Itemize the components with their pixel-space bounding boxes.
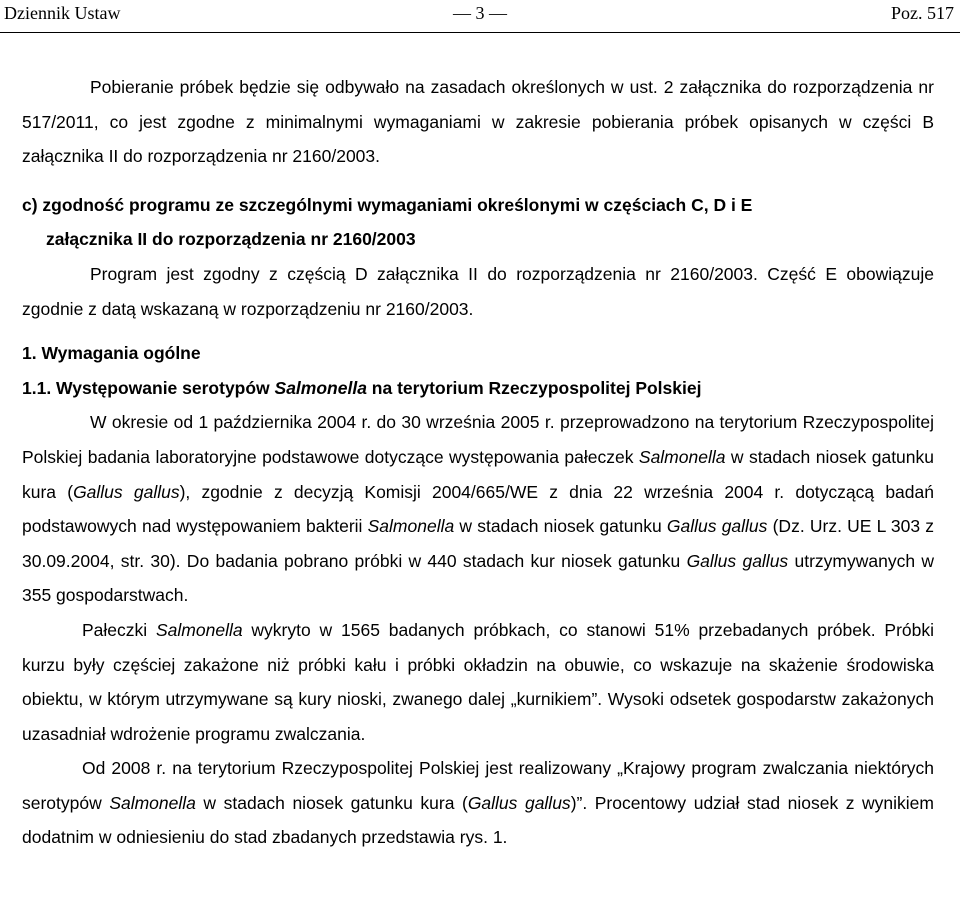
- text-run: (Dz. Urz. UE L 303 z 30.09.2004, str. 30). Do badania pobrano próbki w 440 stadach kur niosek gatunku: [22, 516, 935, 571]
- heading-serotypes-prefix: 1.1. Występowanie serotypów: [22, 377, 275, 398]
- position-number: Poz. 517: [891, 3, 954, 23]
- heading-serotypes-italic: Salmonella: [274, 377, 367, 398]
- text-run: W okresie od 1 października 2004 r. do 30 września 2005 r. przeprowadzono na terytorium Rzeczypospolitej Polskiej badania laboratoryjne podstawowe dotyczące występowania pałeczek: [22, 412, 934, 467]
- paragraph-sampling: Pobieranie próbek będzie się odbywało na zasadach określonych w ust. 2 załącznika do rozporządzenia nr 517/2011, co jest zgodne z minimalnymi wymaganiami w zakresie pobierania próbek opisanych w części B załącznika II do rozporządzenia nr 2160/2003.: [22, 77, 934, 167]
- italic-term: Salmonella: [109, 792, 196, 813]
- section-c-line2: załącznika II do rozporządzenia nr 2160/2003: [46, 229, 416, 250]
- text-run: )”. Procentowy udział stad niosek z wynikiem dodatnim w odniesieniu do stad zbadanych przedstawia rys. 1.: [22, 792, 934, 848]
- italic-term: Salmonella: [638, 446, 726, 467]
- text-run: w stadach niosek gatunku kura (: [22, 446, 935, 502]
- text-run: wykryto w 1565 badanych próbkach, co stanowi 51% przebadanych próbek. Próbki kurzu były częściej zakażone niż próbki kału i próbki okładzin na obuwie, co wskazuje na skażenie środowiska obiektu, w którym utrzymywane są kury nioski, zwanego dalej „kurnikiem”. Wysoki odsetek gospodarstw zakażonych uzasadniał wdrożenie programu zwalczania.: [22, 619, 935, 744]
- section-c-heading: [22, 188, 934, 257]
- heading-general-requirements: 1. Wymagania ogólne: [22, 343, 201, 364]
- paragraph-detection-results: [22, 613, 934, 751]
- heading-serotypes: [22, 371, 934, 406]
- paragraph-baseline-study: [22, 405, 934, 613]
- text-run: ), zgodnie z decyzją Komisji 2004/665/WE z dnia 22 września 2004 r. dotyczącą badań podstawowych nad występowaniem bakterii: [22, 481, 934, 537]
- heading-serotypes-suffix: na terytorium Rzeczypospolitej Polskiej: [366, 377, 702, 398]
- italic-term: Gallus gallus: [666, 516, 768, 537]
- page-number: — 3 —: [453, 3, 507, 23]
- text-run: Od 2008 r. na terytorium Rzeczypospolitej Polskiej jest realizowany „Krajowy program zwalczania niektórych serotypów: [22, 758, 934, 813]
- page-header: [0, 0, 960, 33]
- document-body: [22, 70, 934, 855]
- italic-term: Gallus gallus: [467, 792, 571, 813]
- paragraph-program-compliance: Program jest zgodny z częścią D załącznika II do rozporządzenia nr 2160/2003. Część E obowiązuje zgodnie z datą wskazaną w rozporządzeniu nr 2160/2003.: [22, 263, 934, 319]
- text-run: utrzymywanych w 355 gospodarstwach.: [22, 550, 934, 606]
- section-c-line1: c) zgodność programu ze szczególnymi wymaganiami określonymi w częściach C, D i E: [22, 194, 753, 215]
- italic-term: Salmonella: [367, 516, 455, 537]
- journal-title: Dziennik Ustaw: [4, 3, 121, 23]
- paragraph-national-program: [22, 751, 934, 855]
- text-run: w stadach niosek gatunku: [454, 516, 667, 537]
- italic-term: Gallus gallus: [686, 550, 789, 571]
- text-run: Pałeczki: [82, 619, 156, 640]
- italic-term: Gallus gallus: [73, 481, 180, 502]
- text-run: w stadach niosek gatunku kura (: [195, 792, 468, 813]
- italic-term: Salmonella: [156, 619, 243, 640]
